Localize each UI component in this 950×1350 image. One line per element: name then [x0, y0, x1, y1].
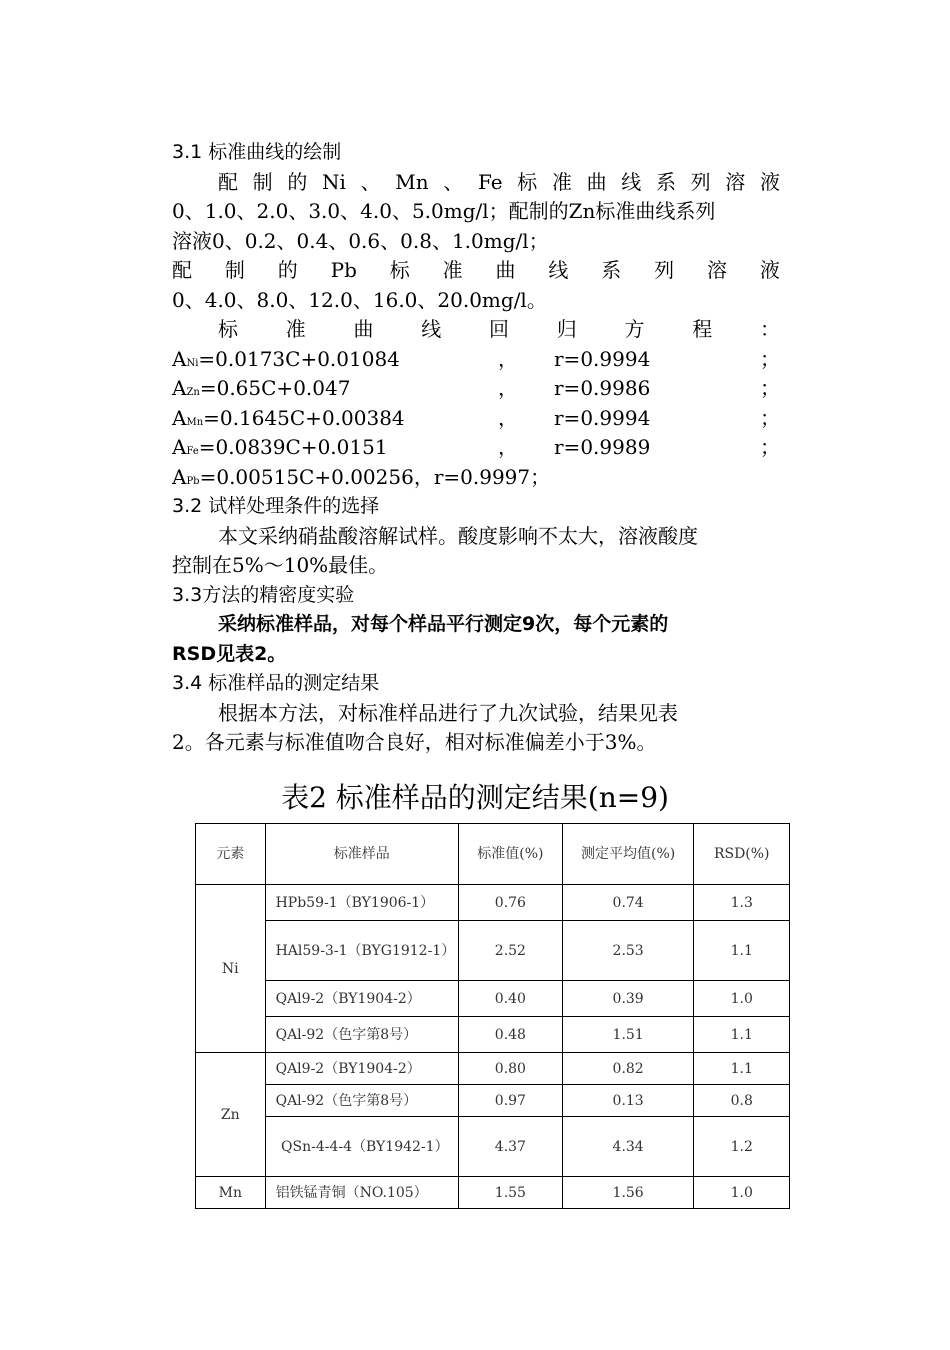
mean-value-cell: 2.53 [562, 921, 694, 981]
equation-expression: AZn=0.65C+0.047 [172, 376, 351, 400]
word: 标 [218, 317, 238, 341]
sample-cell: QAl9-2（BY1904-2） [265, 981, 458, 1017]
standard-value-cell: 4.37 [459, 1117, 563, 1177]
rsd-cell: 1.1 [694, 921, 790, 981]
rsd-cell: 1.1 [694, 1017, 790, 1053]
word: Mn [395, 169, 429, 194]
equation-expression: ANi=0.0173C+0.01084 [172, 346, 400, 371]
section-3-4-title: 3.4 标准样品的测定结果 [172, 672, 380, 694]
standard-value-cell: 2.52 [459, 921, 563, 981]
word: 系 [601, 258, 622, 282]
s32-line2: 控制在5%～10%最佳。 [172, 553, 389, 577]
table-header-cell: 元素 [196, 824, 266, 885]
word: 准 [551, 169, 572, 194]
word: ： [760, 317, 780, 341]
rsd-cell: 1.3 [694, 885, 790, 921]
sample-cell: HAl59-3-1（BYG1912-1） [265, 921, 458, 981]
standard-value-cell: 1.55 [459, 1177, 563, 1209]
word: 准 [442, 258, 463, 282]
table-row [196, 981, 790, 1017]
word: 系 [655, 169, 676, 194]
table-row [196, 1177, 790, 1209]
correlation-coefficient: r=0.9989 [554, 435, 651, 459]
word: 、 [443, 169, 464, 194]
word: 溶 [707, 258, 728, 282]
table-row [196, 1085, 790, 1117]
s34-line1: 根据本方法，对标准样品进行了九次试验，结果见表 [218, 700, 678, 725]
s31-p2-line2: 0、4.0、8.0、12.0、16.0、20.0mg/l。 [172, 287, 547, 312]
mean-value-cell: 0.82 [562, 1053, 694, 1085]
mean-value-cell: 0.39 [562, 981, 694, 1017]
word: 溶 [725, 169, 746, 194]
word: 线 [621, 169, 642, 194]
word: 、 [360, 169, 381, 194]
word: 配 [172, 258, 192, 282]
correlation-coefficient: r=0.9994 [554, 405, 651, 430]
table-row [196, 1053, 790, 1085]
table-header-cell: 标准样品 [265, 824, 458, 885]
equation-end: ； [760, 376, 780, 400]
table-row [196, 921, 790, 981]
rsd-cell: 1.2 [694, 1117, 790, 1177]
equation-comma: ， [498, 405, 518, 430]
rsd-cell: 1.0 [694, 1177, 790, 1209]
word: 曲 [495, 258, 516, 282]
table-caption: 表2 标准样品的测定结果(n=9) [281, 781, 669, 814]
equation-comma: ， [498, 435, 518, 459]
equation-end: ； [760, 435, 780, 459]
mean-value-cell: 1.56 [562, 1177, 694, 1209]
word: Pb [330, 258, 357, 282]
word: 准 [285, 317, 306, 341]
equation-row [172, 345, 780, 375]
word: Fe [477, 169, 503, 194]
s31-p2-line1 [172, 256, 780, 286]
word: 的 [277, 258, 298, 282]
document-body [172, 138, 780, 758]
word: 方 [624, 317, 645, 341]
s31-p3-line1 [172, 315, 780, 345]
table-header-cell: RSD(%) [694, 824, 790, 885]
s32-line1: 本文采纳硝盐酸溶解试样。酸度影响不太大，溶液酸度 [218, 523, 698, 548]
word: 归 [556, 317, 577, 341]
section-3-3-title: 3.3方法的精密度实验 [172, 583, 355, 606]
correlation-coefficient: r=0.9994 [554, 346, 651, 371]
regression-equations [172, 345, 780, 463]
word: 制 [224, 258, 245, 282]
word: 曲 [353, 317, 374, 341]
s33-line1: 采纳标准样品，对每个样品平行测定9次，每个元素的 [218, 613, 669, 635]
table-row [196, 1017, 790, 1053]
s31-p1-line3: 溶液0、0.2、0.4、0.6、0.8、1.0mg/l； [172, 228, 549, 253]
standard-value-cell: 0.97 [459, 1085, 563, 1117]
correlation-coefficient: r=0.9986 [554, 376, 651, 400]
sample-cell: QAl-92（色字第8号） [265, 1085, 458, 1117]
section-3-2-title: 3.2 试样处理条件的选择 [172, 495, 380, 517]
results-table-body [196, 824, 790, 1209]
standard-value-cell: 0.76 [459, 885, 563, 921]
sample-cell: 铝铁锰青铜（NO.105） [265, 1177, 458, 1209]
standard-value-cell: 0.48 [459, 1017, 563, 1053]
mean-value-cell: 1.51 [562, 1017, 694, 1053]
s34-line2: 2。各元素与标准值吻合良好，相对标准偏差小于3%。 [172, 730, 657, 754]
results-table [195, 823, 790, 1209]
equation-expression: AFe=0.0839C+0.0151 [172, 435, 388, 459]
s31-p1-line2: 0、1.0、2.0、3.0、4.0、5.0mg/l；配制的Zn标准曲线系列 [172, 199, 716, 223]
equation-row [172, 374, 780, 404]
equation-row [172, 404, 780, 434]
word: 标 [517, 169, 538, 194]
equation-expression: AMn=0.1645C+0.00384 [172, 405, 405, 430]
word: 曲 [586, 169, 607, 194]
standard-value-cell: 0.40 [459, 981, 563, 1017]
table-row [196, 885, 790, 921]
word: 液 [759, 169, 780, 194]
word: 列 [654, 258, 675, 282]
sample-cell: QAl9-2（BY1904-2） [265, 1053, 458, 1085]
word: 线 [548, 258, 569, 282]
mean-value-cell: 4.34 [562, 1117, 694, 1177]
table-header-cell: 标准值(%) [459, 824, 563, 885]
word: 列 [690, 169, 711, 194]
equation-comma: ， [498, 376, 518, 400]
s31-p1-line1 [172, 168, 780, 198]
table-row [196, 1117, 790, 1177]
table-header-cell: 测定平均值(%) [562, 824, 694, 885]
word: 制 [252, 169, 273, 194]
s33-line2: RSD见表2。 [172, 642, 287, 665]
mean-value-cell: 0.74 [562, 885, 694, 921]
equation-row [172, 433, 780, 463]
word: 标 [389, 258, 410, 282]
standard-value-cell: 0.80 [459, 1053, 563, 1085]
sample-cell: QAl-92（色字第8号） [265, 1017, 458, 1053]
word: 的 [287, 169, 308, 194]
word: Ni [322, 169, 346, 194]
equation-pb: APb=0.00515C+0.00256，r=0.9997； [172, 464, 551, 489]
word: 液 [759, 258, 780, 282]
section-3-1-title: 3.1 标准曲线的绘制 [172, 141, 342, 163]
sample-cell: QSn-4-4-4（BY1942-1） [265, 1117, 458, 1177]
word: 线 [421, 317, 442, 341]
rsd-cell: 1.0 [694, 981, 790, 1017]
word: 配 [218, 169, 238, 194]
rsd-cell: 1.1 [694, 1053, 790, 1085]
rsd-cell: 0.8 [694, 1085, 790, 1117]
element-cell: Ni [196, 885, 266, 1053]
element-cell: Zn [196, 1053, 266, 1177]
equation-end: ； [760, 346, 780, 371]
equation-comma: ， [498, 346, 518, 371]
element-cell: Mn [196, 1177, 266, 1209]
word: 回 [489, 317, 509, 341]
equation-end: ； [760, 405, 780, 430]
sample-cell: HPb59-1（BY1906-1） [265, 885, 458, 921]
word: 程 [692, 317, 713, 341]
mean-value-cell: 0.13 [562, 1085, 694, 1117]
